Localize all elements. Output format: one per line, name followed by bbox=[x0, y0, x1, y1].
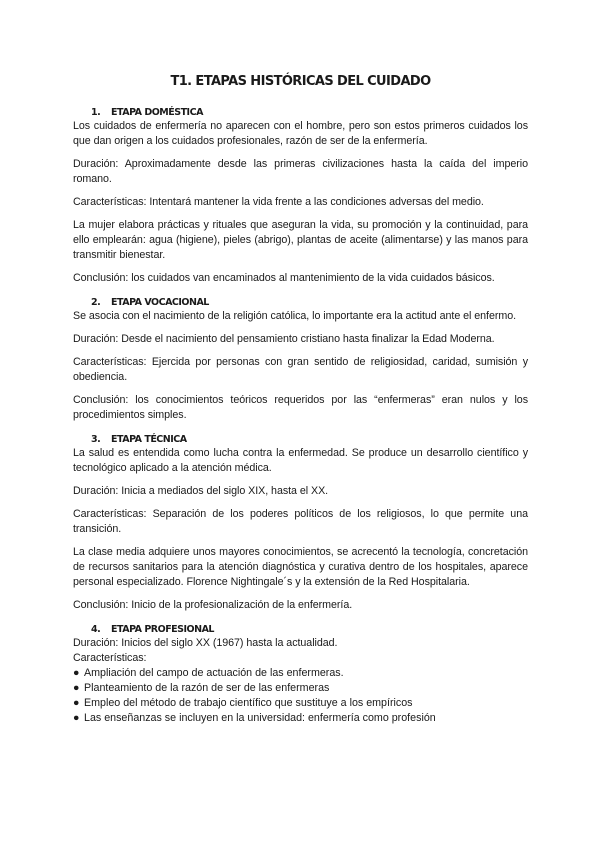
paragraph-duration: Duración: Inicios del siglo XX (1967) hasta la actualidad. bbox=[73, 637, 338, 649]
paragraph-conclusion: Conclusión: Inicio de la profesionalización de la enfermería. bbox=[73, 599, 353, 611]
list-item-text: Empleo del método de trabajo científico que sustituye a los empíricos bbox=[84, 697, 413, 709]
list-item-text: Ampliación del campo de actuación de las enfermeras. bbox=[84, 667, 344, 679]
section-heading bbox=[91, 106, 528, 119]
paragraph-conclusion: Conclusión: los cuidados van encaminados al mantenimiento de la vida cuidados básicos. bbox=[73, 272, 495, 284]
paragraph-duration: Duración: Inicia a mediados del siglo XIX, hasta el XX. bbox=[73, 485, 329, 497]
section-title: ETAPA PROFESIONAL bbox=[111, 624, 214, 635]
section-etapa-profesional bbox=[73, 623, 528, 726]
section-number: 3. bbox=[91, 434, 101, 445]
bullet-icon: ● bbox=[73, 667, 80, 679]
section-etapa-domestica bbox=[73, 106, 528, 286]
paragraph-features: Características: Intentará mantener la vida frente a las condiciones adversas del medio. bbox=[73, 196, 484, 208]
section-title: ETAPA VOCACIONAL bbox=[111, 297, 209, 308]
section-heading bbox=[91, 433, 528, 446]
paragraph-features-label: Características: bbox=[73, 652, 147, 664]
paragraph-features: Características: Separación de los poderes políticos de los religiosos, lo que permite una transición. bbox=[73, 508, 528, 535]
section-title: ETAPA TÉCNICA bbox=[111, 434, 187, 445]
paragraph: La mujer elabora prácticas y rituales que aseguran la vida, su promoción y la continuidad, para ello emplearán: agua (higiene), pieles (abrigo), plantas de aceite (alimentarse) y las manos para transmitir bienestar. bbox=[73, 219, 528, 261]
paragraph: La clase media adquiere unos mayores conocimientos, se acrecentó la tecnología, concretación de recursos sanitarios para la atención diagnóstica y curativa dentro de los hospitales, aparece personal especializado. Florence Nightingale´s y la extensión de la Red Hospitalaria. bbox=[73, 546, 528, 588]
document-title: T1. ETAPAS HISTÓRICAS DEL CUIDADO bbox=[170, 74, 431, 89]
section-number: 1. bbox=[91, 107, 101, 118]
list-item bbox=[73, 711, 528, 726]
section-title: ETAPA DOMÉSTICA bbox=[111, 107, 203, 118]
section-number: 2. bbox=[91, 297, 101, 308]
list-item bbox=[73, 666, 528, 681]
section-number: 4. bbox=[91, 624, 101, 635]
list-item bbox=[73, 681, 528, 696]
paragraph: Los cuidados de enfermería no aparecen con el hombre, pero son estos primeros cuidados los que dan origen a los cuidados profesionales, razón de ser de la enfermería. bbox=[73, 120, 528, 147]
bullet-icon: ● bbox=[73, 712, 80, 724]
paragraph: Se asocia con el nacimiento de la religión católica, lo importante era la actitud ante el enfermo. bbox=[73, 310, 517, 322]
section-etapa-tecnica bbox=[73, 433, 528, 613]
paragraph-duration: Duración: Desde el nacimiento del pensamiento cristiano hasta finalizar la Edad Moderna. bbox=[73, 333, 495, 345]
section-heading bbox=[91, 296, 528, 309]
bullet-icon: ● bbox=[73, 697, 80, 709]
list-item bbox=[73, 696, 528, 711]
section-etapa-vocacional bbox=[73, 296, 528, 423]
paragraph-duration: Duración: Aproximadamente desde las primeras civilizaciones hasta la caída del imperio romano. bbox=[73, 158, 528, 185]
paragraph-features: Características: Ejercida por personas con gran sentido de religiosidad, caridad, sumisión y obediencia. bbox=[73, 356, 528, 383]
paragraph-conclusion: Conclusión: los conocimientos teóricos requeridos por las “enfermeras” eran nulos y los procedimientos simples. bbox=[73, 394, 528, 421]
paragraph: La salud es entendida como lucha contra la enfermedad. Se produce un desarrollo científico y tecnológico aplicado a la atención médica. bbox=[73, 447, 528, 474]
list-item-text: Planteamiento de la razón de ser de las enfermeras bbox=[84, 682, 330, 694]
bullet-icon: ● bbox=[73, 682, 80, 694]
list-item-text: Las enseñanzas se incluyen en la universidad: enfermería como profesión bbox=[84, 712, 436, 724]
document-page bbox=[73, 72, 528, 736]
section-heading bbox=[91, 623, 528, 636]
